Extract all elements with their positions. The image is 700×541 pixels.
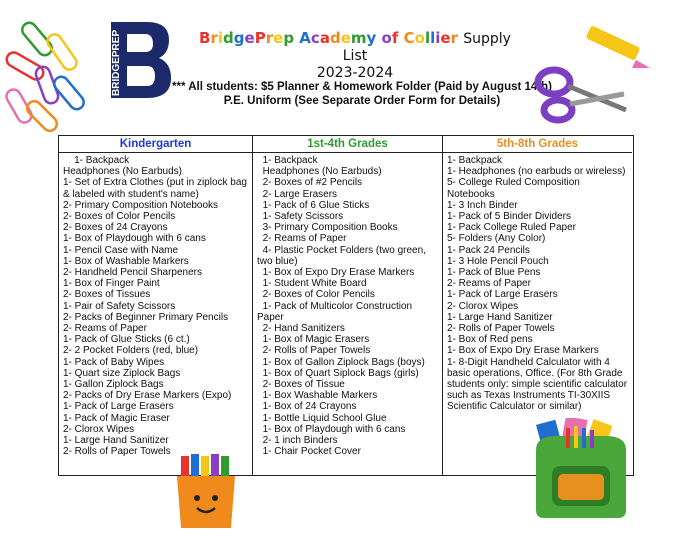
supply-item: 2- Reams of Paper xyxy=(257,233,347,245)
supply-item: Headphones (No Earbuds) xyxy=(257,166,382,178)
supply-item: 1- Box of Expo Dry Erase Markers xyxy=(257,267,415,279)
supply-item: 1- Backpack xyxy=(257,155,318,166)
logo-text: BRIDGEPREP xyxy=(111,29,122,96)
supply-item: 1- Box of Red pens xyxy=(447,334,533,346)
supply-item: 1- Box of 24 Crayons xyxy=(257,401,357,413)
supply-item: 1- Pack 24 Pencils xyxy=(447,244,530,256)
supply-item: 2- Reams of Paper xyxy=(63,323,147,335)
supply-item: 2- Reams of Paper xyxy=(447,278,531,290)
supply-item: 2- Packs of Beginner Primary Pencils xyxy=(63,311,229,323)
supply-item: 1- Headphones (no earbuds or wireless) xyxy=(447,166,626,178)
supply-item: 2- 2 Pocket Folders (red, blue) xyxy=(63,345,199,357)
supply-item: 5- College Ruled Composition Notebooks xyxy=(447,177,583,200)
supply-item: 2- Boxes of Color Pencils xyxy=(257,289,375,301)
notice-line-1: *** All students: $5 Planner & Homework Folder (Paid by August 14th) xyxy=(172,81,552,93)
column-items xyxy=(59,153,252,457)
supply-item: 3- Primary Composition Books xyxy=(257,222,398,234)
supply-item: 1- Safety Scissors xyxy=(257,211,344,223)
supply-item: 2- Rolls of Paper Towels xyxy=(63,446,171,458)
supply-item: 2- Boxes of Color Pencils xyxy=(63,211,176,223)
supply-item: 1- Pack of Baby Wipes xyxy=(63,356,165,368)
supply-item: 2- Packs of Dry Erase Markers (Expo) xyxy=(63,390,232,402)
supply-item: 1- Pair of Safety Scissors xyxy=(63,300,176,312)
supply-item: 1- Pack of 6 Glue Sticks xyxy=(257,199,370,211)
supply-item: 2- Clorox Wipes xyxy=(447,300,519,312)
supply-item: 2- Rolls of Paper Towels xyxy=(257,345,371,357)
supply-item: 1- Box of Expo Dry Erase Markers xyxy=(447,345,599,357)
supply-item: 1- 3 Hole Pencil Pouch xyxy=(447,255,549,267)
notice-line-2: P.E. Uniform (See Separate Order Form for Details) xyxy=(223,95,501,107)
supply-item: 2- Hand Sanitizers xyxy=(257,323,345,335)
page-title xyxy=(185,30,525,81)
supply-item: 1- Pack of Large Erasers xyxy=(447,289,558,301)
supply-item: Headphones (No Earbuds) xyxy=(63,166,182,178)
supply-item: 1- Box of Quart Siplock Bags (girls) xyxy=(257,367,419,379)
supply-item: 1- Large Hand Sanitizer xyxy=(63,435,169,447)
school-year: 2023-2024 xyxy=(316,65,394,81)
supply-item: 1- Bottle Liquid School Glue xyxy=(257,412,387,424)
supply-item: 1- Pack of Multicolor Construction Paper xyxy=(257,300,415,323)
supply-item: 1- Pack of Large Erasers xyxy=(63,401,174,413)
supply-item: 1- Large Hand Sanitizer xyxy=(447,311,553,323)
supply-item: 1- Set of Extra Clothes (put in ziplock bag & labeled with student's name) xyxy=(63,177,250,200)
title-main: BridgePrep Academy of Collier xyxy=(199,29,458,47)
column-heading: 1st-4th Grades xyxy=(253,136,442,153)
supply-item: 1- Pack of Blue Pens xyxy=(447,267,541,279)
supply-item: 1- Pencil Case with Name xyxy=(63,244,179,256)
backpack-illustration xyxy=(528,418,634,522)
supply-item: 1- Box of Playdough with 6 cans xyxy=(63,233,206,245)
supply-item: 1- Pack College Ruled Paper xyxy=(447,222,576,234)
title-suffix: Supply List xyxy=(342,31,511,64)
paperclips-illustration xyxy=(0,18,100,138)
supply-item: 1- Chair Pocket Cover xyxy=(257,446,361,458)
supply-item: 1- Quart size Ziplock Bags xyxy=(63,367,181,379)
column-grades-1-4 xyxy=(253,136,443,475)
supply-item: 1- Box of Finger Paint xyxy=(63,278,160,290)
supply-item: 1- Backpack xyxy=(63,155,130,166)
supply-item: 2- Large Erasers xyxy=(257,188,338,200)
scissors-illustration xyxy=(528,24,658,124)
supply-item: 1- Student White Board xyxy=(257,278,367,290)
supply-item: 1- Pack of 5 Binder Dividers xyxy=(447,211,571,223)
supply-item: 1- Box Washable Markers xyxy=(257,390,378,402)
supply-item: 1- Box of Washable Markers xyxy=(63,255,189,267)
supply-item: 2- Boxes of Tissue xyxy=(257,379,345,391)
column-kindergarten xyxy=(59,136,253,475)
supply-item: 1- Gallon Ziplock Bags xyxy=(63,379,164,391)
notice xyxy=(150,80,574,108)
supply-item: 1- 8-Digit Handheld Calculator with 4 basic operations, Office. (For 8th Grade students only: simple scientific calculator such as Texas Instruments TI-30XIIS Scientific Calculator or similar) xyxy=(447,356,630,413)
supply-item: 2- Clorox Wipes xyxy=(63,423,135,435)
supply-item: 2- Primary Composition Notebooks xyxy=(63,199,219,211)
supply-item: 1- Backpack xyxy=(447,155,503,166)
crayon-box-illustration xyxy=(173,454,243,532)
column-items xyxy=(443,153,632,413)
supply-item: 1- Box of Gallon Ziplock Bags (boys) xyxy=(257,356,425,368)
supply-item: 1- Pack of Glue Sticks (6 ct.) xyxy=(63,334,190,346)
supply-item: 2- Boxes of #2 Pencils xyxy=(257,177,363,189)
supply-item: 5- Folders (Any Color) xyxy=(447,233,546,245)
supply-item: 2- Rolls of Paper Towels xyxy=(447,323,555,335)
supply-item: 4- Plastic Pocket Folders (two green, two blue) xyxy=(257,244,429,267)
column-heading: 5th-8th Grades xyxy=(443,136,632,153)
supply-item: 1- Box of Magic Erasers xyxy=(257,334,370,346)
supply-item: 2- Boxes of 24 Crayons xyxy=(63,222,168,234)
supply-item: 2- 1 inch Binders xyxy=(257,435,338,447)
supply-item: 2- Handheld Pencil Sharpeners xyxy=(63,267,202,279)
supply-item: 1- Pack of Magic Eraser xyxy=(63,412,170,424)
supply-item: 2- Boxes of Tissues xyxy=(63,289,151,301)
supply-item: 1- 3 Inch Binder xyxy=(447,199,518,211)
supply-item: 1- Box of Playdough with 6 cans xyxy=(257,423,406,435)
column-heading: Kindergarten xyxy=(59,136,252,153)
column-items xyxy=(253,153,442,457)
